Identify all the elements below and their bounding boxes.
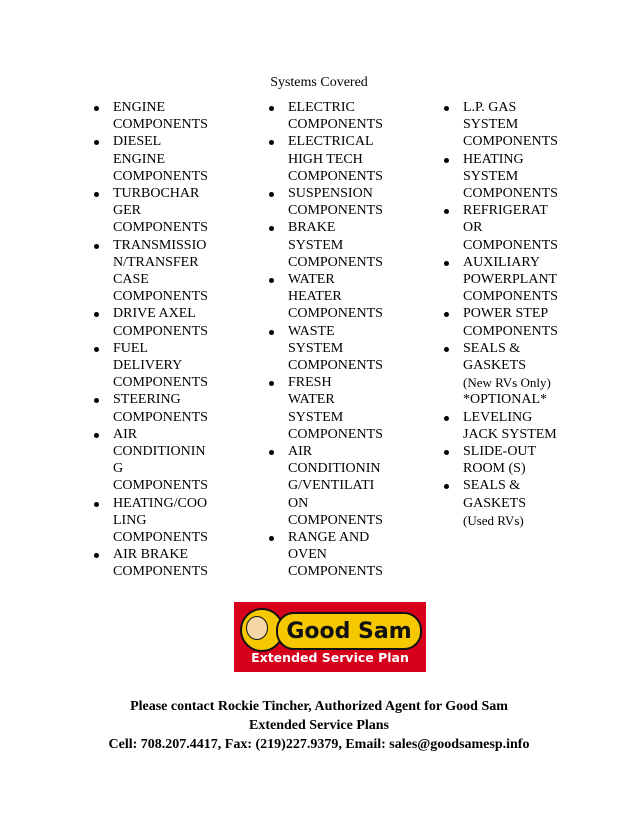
list-item-line: DRIVE AXEL [113, 306, 196, 322]
contact-line-1: Please contact Rockie Tincher, Authorized Agent for Good Sam [130, 699, 508, 714]
systems-column-1 [90, 99, 230, 581]
list-item-line: AIR [288, 444, 313, 460]
list-item-line: COMPONENTS [113, 530, 208, 546]
list-item [265, 374, 405, 443]
list-item [440, 443, 580, 477]
list-item-line: L.P. GAS [463, 100, 517, 115]
list-item [440, 409, 580, 443]
list-item-line: WATER [288, 392, 335, 408]
contact-line-3: Cell: 708.207.4417, Fax: (219)227.9379, Email: sales@goodsamesp.info [108, 737, 530, 752]
section-heading: Systems Covered [270, 75, 368, 90]
list-item [265, 323, 405, 375]
list-item-line: AUXILIARY [463, 254, 540, 270]
list-item-line: SLIDE-OUT [463, 444, 537, 460]
list-item-line: REFRIGERAT [463, 203, 548, 219]
list-item [90, 185, 230, 237]
list-item [265, 443, 405, 529]
list-item-line: JACK SYSTEM [463, 426, 557, 442]
contact-line-2: Extended Service Plans [249, 718, 389, 733]
list-item-line: (New RVs Only) [463, 375, 551, 391]
list-item-line: (Used RVs) [463, 512, 524, 528]
list-item [90, 546, 230, 580]
logo-brand: Good Sam [276, 612, 422, 650]
list-item-line: ELECTRICAL [288, 134, 374, 150]
list-item-line: HEATING [463, 151, 524, 167]
list-item-line: DIESEL [113, 134, 162, 150]
list-item [265, 99, 405, 133]
list-item-line: ENGINE [113, 151, 166, 167]
list-item-line: POWER STEP [463, 306, 549, 322]
list-item-line: COMPONENTS [463, 186, 558, 202]
list-item-line: DELIVERY [113, 358, 183, 374]
list-item-line: COMPONENTS [463, 323, 558, 339]
list-item-line: COMPONENTS [113, 478, 208, 494]
list-item-line: COMPONENTS [113, 375, 208, 391]
list-item-line: SYSTEM [288, 409, 344, 425]
list-item-line: SEALS & [463, 478, 521, 494]
list-item-line: COMPONENTS [113, 409, 208, 425]
contact-block [0, 697, 638, 754]
list-item-line: AIR [113, 426, 138, 442]
list-item-line: COMPONENTS [288, 254, 383, 270]
list-item-line: OVEN [288, 547, 327, 563]
list-item-line: WATER [288, 272, 335, 288]
list-item-line: STEERING [113, 392, 181, 408]
list-item-line: G/VENTILATI [288, 478, 375, 494]
list-item [90, 391, 230, 425]
list-item-line: COMPONENTS [288, 117, 383, 133]
list-item-line: OR [463, 220, 483, 236]
list-item-line: TURBOCHAR [113, 186, 200, 202]
list-item-line: COMPONENTS [463, 237, 558, 253]
list-item-line: COMPONENTS [113, 564, 208, 580]
list-item [90, 495, 230, 547]
list-item-line: CASE [113, 272, 149, 288]
list-item-line: *OPTIONAL* [463, 392, 547, 408]
list-item-line: COMPONENTS [288, 512, 383, 528]
list-item-line: FRESH [288, 375, 332, 391]
list-item-line: WASTE [288, 323, 335, 339]
list-item-line: COMPONENTS [288, 306, 383, 322]
list-item-line: HEATER [288, 289, 342, 305]
list-item [440, 477, 580, 529]
list-item-line: ROOM (S) [463, 461, 526, 477]
list-item-line: ELECTRIC [288, 100, 355, 115]
list-item [265, 271, 405, 323]
list-item-line: SYSTEM [288, 237, 344, 253]
systems-column-3 [440, 99, 580, 529]
list-item-line: COMPONENTS [113, 117, 208, 133]
list-item-line: SUSPENSION [288, 186, 373, 202]
logo-subtitle: Extended Service Plan [251, 650, 409, 665]
list-item [265, 529, 405, 581]
list-item-line: COMPONENTS [288, 358, 383, 374]
list-item-line: CONDITIONIN [113, 444, 206, 460]
list-item-line: COMPONENTS [288, 168, 383, 184]
list-item-line: SYSTEM [463, 117, 519, 133]
list-item-line: HIGH TECH [288, 151, 363, 167]
list-item-line: AIR BRAKE [113, 547, 189, 563]
list-item [90, 133, 230, 185]
list-item-line: N/TRANSFER [113, 254, 199, 270]
list-item [90, 99, 230, 133]
list-item-line: HEATING/COO [113, 495, 208, 511]
list-item [440, 99, 580, 151]
list-item-line: COMPONENTS [288, 203, 383, 219]
list-item [90, 426, 230, 495]
list-item-line: COMPONENTS [463, 134, 558, 150]
good-sam-logo [234, 602, 426, 672]
list-item-line: ON [288, 495, 309, 511]
list-item [265, 133, 405, 185]
list-item-line: COMPONENTS [113, 220, 208, 236]
list-item [90, 305, 230, 339]
list-item-line: COMPONENTS [463, 289, 558, 305]
sam-face-icon [246, 616, 268, 640]
list-item-line: SEALS & [463, 340, 521, 356]
list-item-line: POWERPLANT [463, 272, 558, 288]
list-item [440, 340, 580, 409]
list-item-line: LEVELING [463, 409, 533, 425]
list-item [440, 202, 580, 254]
list-item [440, 305, 580, 339]
list-item [90, 237, 230, 306]
list-item-line: ENGINE [113, 100, 166, 115]
systems-column-2 [265, 99, 405, 581]
list-item-line: COMPONENTS [113, 168, 208, 184]
list-item-line: COMPONENTS [288, 426, 383, 442]
list-item [440, 151, 580, 203]
list-item-line: COMPONENTS [288, 564, 383, 580]
list-item-line: FUEL [113, 340, 148, 356]
list-item-line: GASKETS [463, 358, 527, 374]
list-item-line: BRAKE [288, 220, 336, 236]
list-item-line: CONDITIONIN [288, 461, 381, 477]
list-item [265, 185, 405, 219]
list-item-line: GASKETS [463, 495, 527, 511]
list-item [440, 254, 580, 306]
list-item-line: G [113, 461, 124, 477]
list-item [90, 340, 230, 392]
list-item [265, 219, 405, 271]
list-item-line: SYSTEM [288, 340, 344, 356]
list-item-line: LING [113, 512, 147, 528]
list-item-line: TRANSMISSIO [113, 237, 207, 253]
list-item-line: RANGE AND [288, 530, 370, 546]
list-item-line: COMPONENTS [113, 323, 208, 339]
list-item-line: GER [113, 203, 141, 219]
list-item-line: SYSTEM [463, 168, 519, 184]
list-item-line: COMPONENTS [113, 289, 208, 305]
